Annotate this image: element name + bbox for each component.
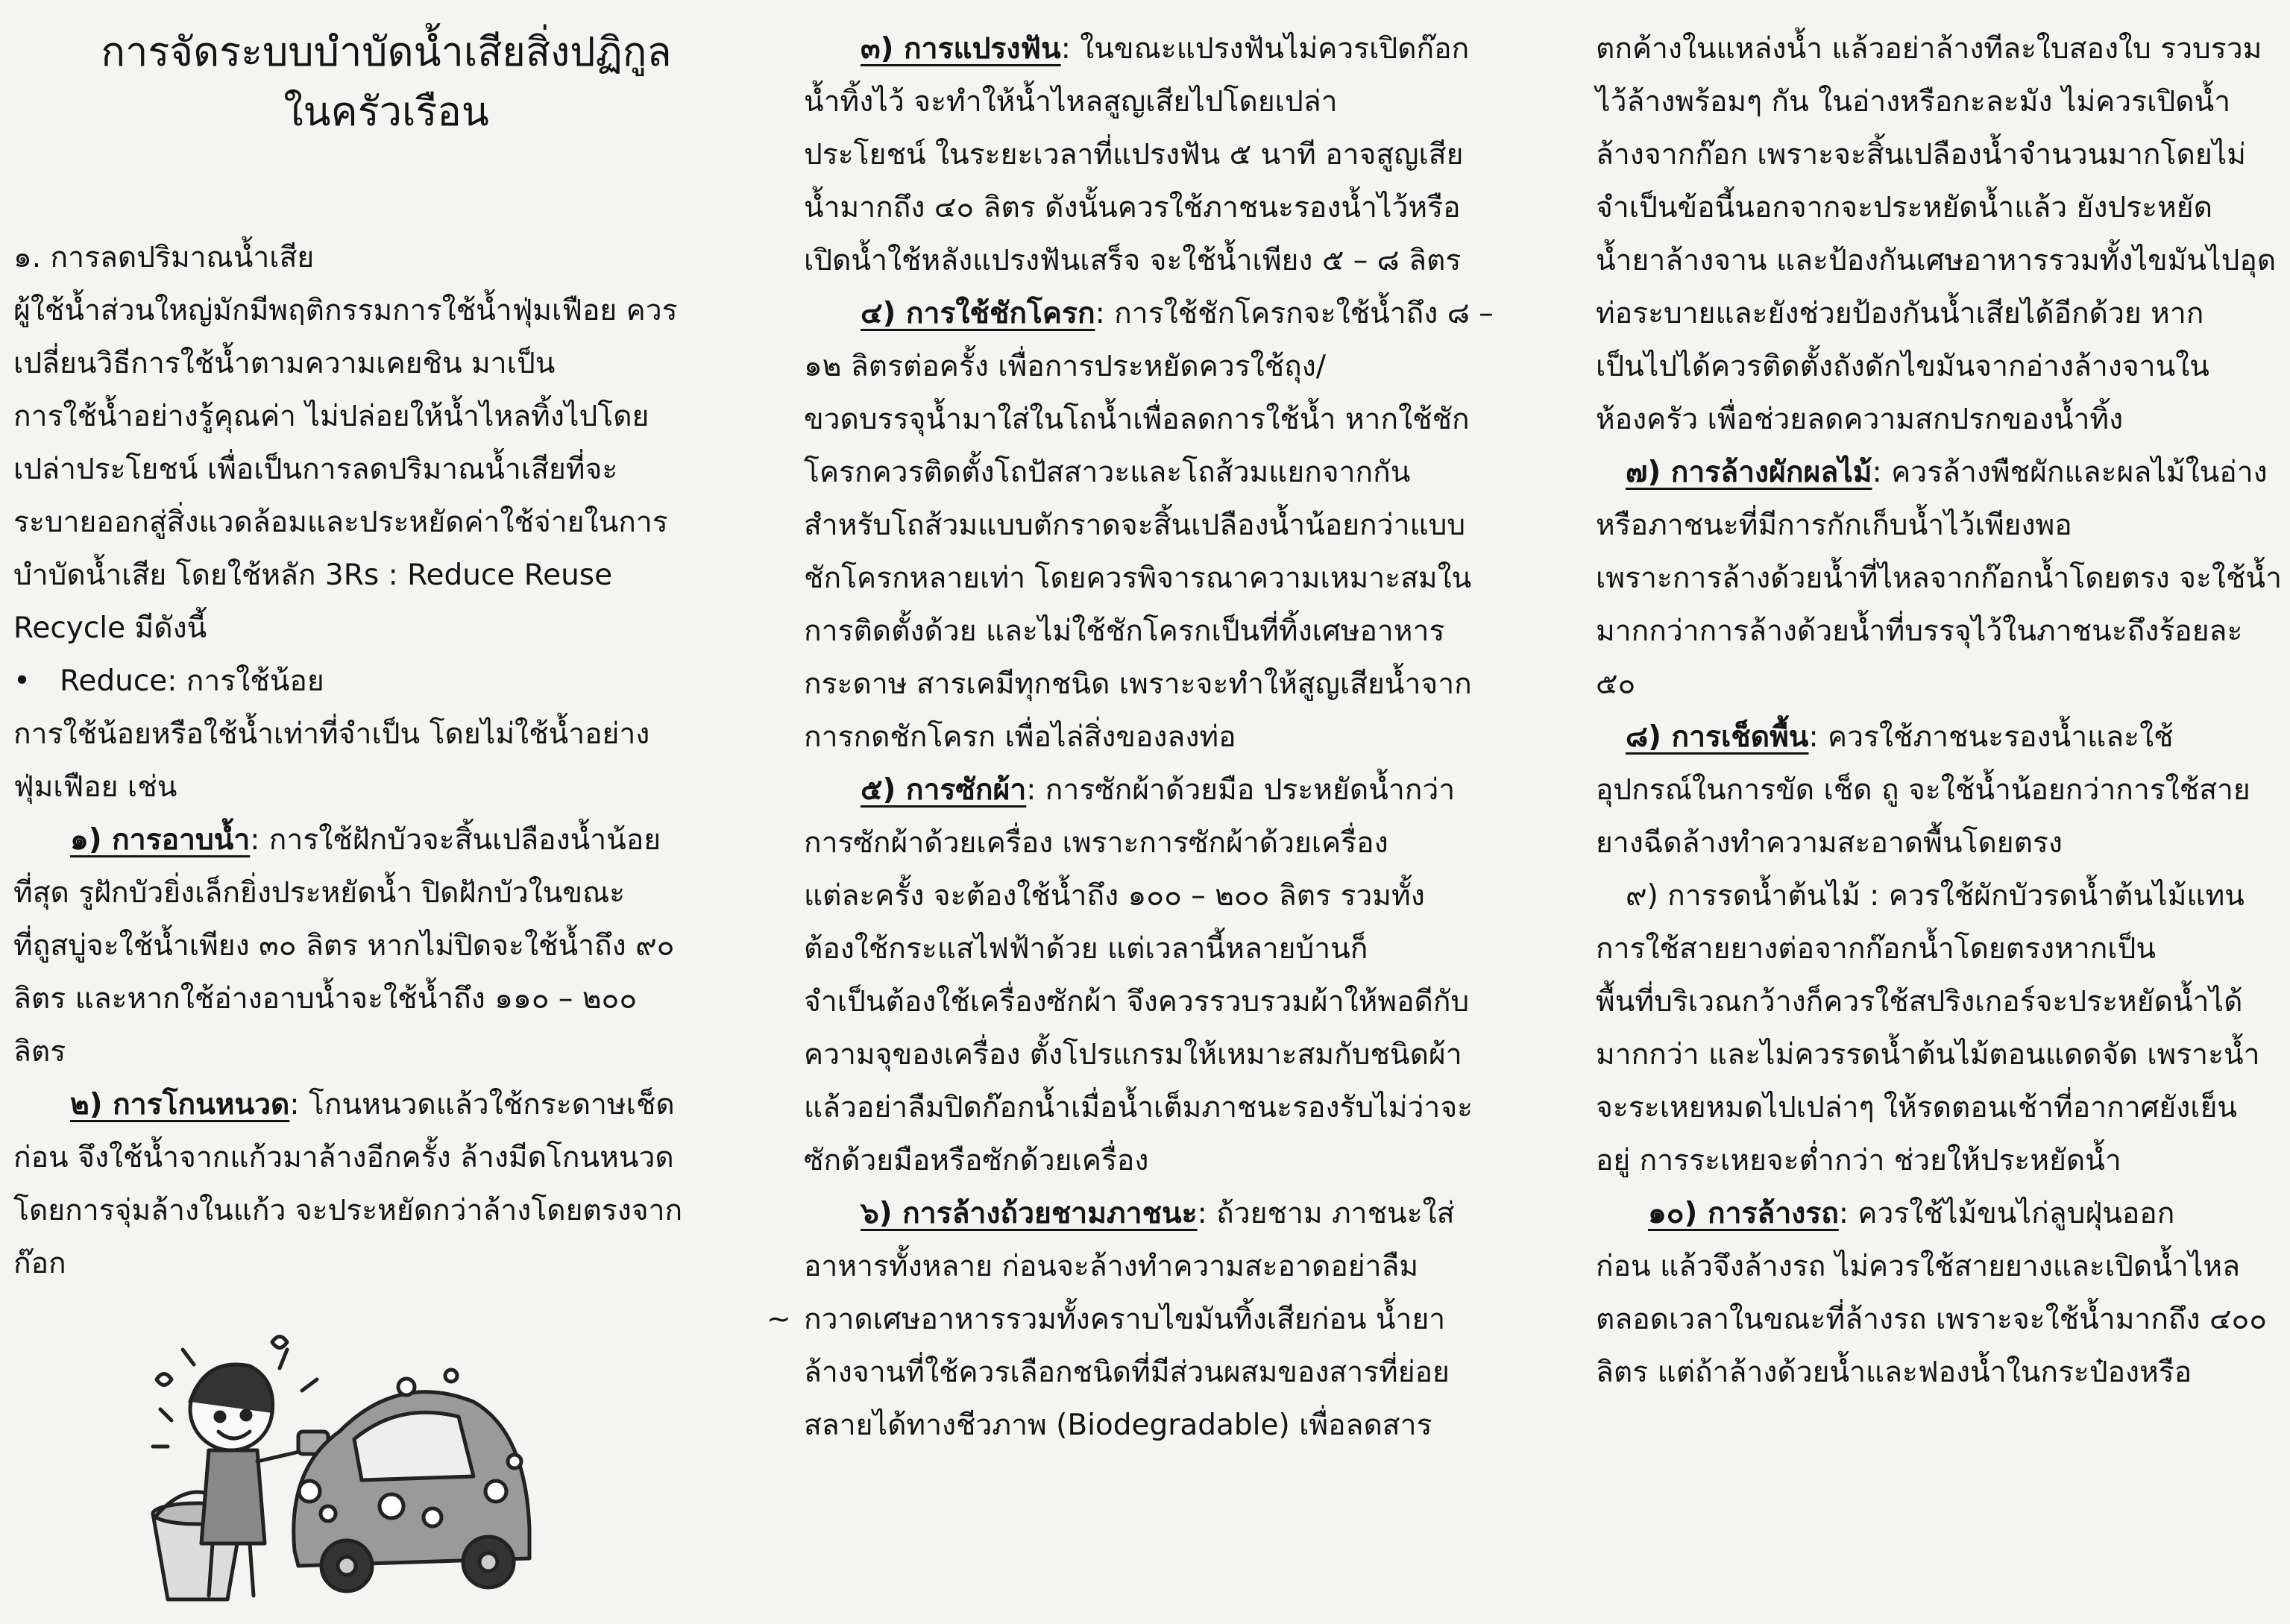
item-washing-vegetables bbox=[1596, 446, 2286, 499]
paragraph-line: โครกควรติดตั้งโถปัสสาวะและโถส้วมแยกจากกัน bbox=[804, 456, 1411, 489]
paragraph-line: ระบายออกสู่สิ่งแวดล้อมและประหยัดค่าใช้จ่ายในการ bbox=[13, 506, 668, 539]
item-heading: ๑) การอาบน้ำ bbox=[70, 823, 251, 857]
document-title-line-2: ในครัวเรือน bbox=[283, 88, 489, 135]
section-heading-reduce-wastewater: ๑. การลดปริมาณน้ำเสีย bbox=[13, 241, 315, 274]
paragraph-line: สลายได้ทางชีวภาพ (Biodegradable) เพื่อลดสาร bbox=[804, 1409, 1432, 1442]
paragraph-line: ล้างจานที่ใช้ควรเลือกชนิดที่มีส่วนผสมของสารที่ย่อย bbox=[804, 1356, 1450, 1389]
paragraph-line: ไว้ล้างพร้อมๆ กัน ในอ่างหรือกะละมัง ไม่ควรเปิดน้ำ bbox=[1596, 85, 2231, 119]
item-laundry bbox=[804, 764, 1512, 816]
paragraph-line: น้ำมากถึง ๔๐ ลิตร ดังนั้นควรใช้ภาชนะรองน้ำไว้หรือ bbox=[804, 191, 1461, 224]
paragraph-line: การติดตั้งด้วย และไม่ใช้ชักโครกเป็นที่ทิ้งเศษอาหาร bbox=[804, 614, 1445, 648]
paragraph-line: การใช้น้อยหรือใช้น้ำเท่าที่จำเป็น โดยไม่ใช้น้ำอย่าง bbox=[13, 717, 650, 751]
paragraph-line: การใช้สายยางต่อจากก๊อกน้ำโดยตรงหากเป็น bbox=[1596, 932, 2157, 966]
paragraph-line: น้ำยาล้างจาน และป้องกันเศษอาหารรวมทั้งไขมันไปอุด bbox=[1596, 244, 2277, 277]
paragraph-line: ฟุ่มเฟือย เช่น bbox=[13, 770, 177, 804]
item-brushing-teeth bbox=[804, 22, 1512, 75]
paragraph-line: มากกว่าการล้างด้วยน้ำที่บรรจุไว้ในภาชนะถึงร้อยละ bbox=[1596, 614, 2243, 648]
paragraph-line: เป็นไปได้ควรติดตั้งถังดักไขมันจากอ่างล้างจานใน bbox=[1596, 350, 2209, 383]
paragraph-line: ที่ถูสบู่จะใช้น้ำเพียง ๓๐ ลิตร หากไม่ปิดจะใช้น้ำถึง ๙๐ bbox=[13, 929, 675, 963]
paragraph-line: การซักผ้าด้วยเครื่อง เพราะการซักผ้าด้วยเครื่อง bbox=[804, 826, 1388, 860]
paragraph-line: เปิดน้ำใช้หลังแปรงฟันเสร็จ จะใช้น้ำเพียง ๕ – ๘ ลิตร bbox=[804, 244, 1462, 277]
paragraph-line: หรือภาชนะที่มีการกักเก็บน้ำไว้เพียงพอ bbox=[1596, 509, 2072, 542]
item-heading: ๘) การเช็ดพื้น bbox=[1626, 720, 1809, 754]
paragraph-line-text: กวาดเศษอาหารรวมทั้งคราบไขมันทิ้งเสียก่อน น้ำยา bbox=[804, 1303, 1446, 1336]
document-title-line-1: การจัดระบบบำบัดน้ำเสียสิ่งปฏิกูล bbox=[101, 28, 672, 75]
item-heading: ๔) การใช้ชักโครก bbox=[861, 297, 1095, 330]
paragraph-line: ที่สุด รูฝักบัวยิ่งเล็กยิ่งประหยัดน้ำ ปิดฝักบัวในขณะ bbox=[13, 876, 626, 910]
paragraph-line: ล้างจากก๊อก เพราะจะสิ้นเปลืองน้ำจำนวนมากโดยไม่ bbox=[1596, 138, 2246, 171]
paragraph-line: แต่ละครั้ง จะต้องใช้น้ำถึง ๑๐๐ – ๒๐๐ ลิตร รวมทั้ง bbox=[804, 879, 1425, 913]
paragraph-line: ๑๒ ลิตรต่อครั้ง เพื่อการประหยัดควรใช้ถุง/ bbox=[804, 350, 1326, 383]
car-washing-illustration bbox=[138, 1320, 541, 1611]
item-watering-plants: ๙) การรดน้ำต้นไม้ : ควรใช้ผักบัวรดน้ำต้นไม้แทน bbox=[1626, 879, 2245, 913]
paragraph-line: ขวดบรรจุน้ำมาใส่ในโถน้ำเพื่อลดการใช้น้ำ หากใช้ชัก bbox=[804, 403, 1470, 436]
item-text: : ในขณะแปรงฟันไม่ควรเปิดก๊อก bbox=[1060, 32, 1470, 66]
item-text: : ควรล้างพืชผักและผลไม้ในอ่าง bbox=[1872, 456, 2268, 489]
paragraph-line: แล้วอย่าลืมปิดก๊อกน้ำเมื่อน้ำเต็มภาชนะรองรับไม่ว่าจะ bbox=[804, 1091, 1473, 1124]
paragraph-line: มากกว่า และไม่ควรรดน้ำต้นไม้ตอนแดดจัด เพราะน้ำ bbox=[1596, 1038, 2260, 1071]
paragraph-line: การใช้น้ำอย่างรู้คุณค่า ไม่ปล่อยให้น้ำไหลทิ้งไปโดย bbox=[13, 400, 649, 433]
paragraph-line: พื้นที่บริเวณกว้างก็ควรใช้สปริงเกอร์จะประหยัดน้ำได้ bbox=[1596, 985, 2243, 1019]
paragraph-line: ห้องครัว เพื่อช่วยลดความสกปรกของน้ำทิ้ง bbox=[1596, 403, 2124, 436]
paragraph-line: ก๊อก bbox=[13, 1247, 66, 1280]
item-heading: ๖) การล้างถ้วยชามภาชนะ bbox=[861, 1197, 1198, 1230]
item-text: : ถ้วยชาม ภาชนะใส่ bbox=[1197, 1197, 1455, 1230]
item-heading: ๑๐) การล้างรถ bbox=[1648, 1197, 1839, 1230]
paragraph-line: การกดชักโครก เพื่อไล่สิ่งของลงท่อ bbox=[804, 720, 1236, 754]
paragraph-line: อยู่ การระเหยจะต่ำกว่า ช่วยให้ประหยัดน้ำ bbox=[1596, 1144, 2121, 1177]
bullet-text: Reduce: การใช้น้อย bbox=[60, 664, 324, 698]
paragraph-line: ท่อระบายและยังช่วยป้องกันน้ำเสียได้อีกด้วย หาก bbox=[1596, 297, 2204, 330]
paragraph-line: จำเป็นข้อนี้นอกจากจะประหยัดน้ำแล้ว ยังประหยัด bbox=[1596, 191, 2212, 224]
column-1 bbox=[13, 22, 759, 1290]
paragraph-line: ผู้ใช้น้ำส่วนใหญ่มักมีพฤติกรรมการใช้น้ำฟุ่มเฟือย ควร bbox=[13, 294, 678, 327]
item-heading: ๒) การโกนหนวด bbox=[70, 1088, 290, 1121]
item-heading: ๗) การล้างผักผลไม้ bbox=[1626, 456, 1872, 489]
item-toilet bbox=[804, 287, 1512, 340]
paragraph-line: ก่อน จึงใช้น้ำจากแก้วมาล้างอีกครั้ง ล้างมีดโกนหนวด bbox=[13, 1141, 674, 1174]
paragraph-line: บำบัดน้ำเสีย โดยใช้หลัก 3Rs : Reduce Reuse bbox=[13, 558, 613, 592]
paragraph-line: จำเป็นต้องใช้เครื่องซักผ้า จึงควรรวบรวมผ้าให้พอดีกับ bbox=[804, 985, 1470, 1019]
paragraph-line: อุปกรณ์ในการขัด เช็ด ถู จะใช้น้ำน้อยกว่าการใช้สาย bbox=[1596, 773, 2250, 807]
paragraph-line: เพราะการล้างด้วยน้ำที่ไหลจากก๊อกน้ำโดยตรง จะใช้น้ำ bbox=[1596, 561, 2282, 595]
paragraph-line: เปลี่ยนวิธีการใช้น้ำตามความเคยชิน มาเป็น bbox=[13, 347, 556, 380]
paragraph-line: ลิตร และหากใช้อ่างอาบน้ำจะใช้น้ำถึง ๑๑๐ – ๒๐๐ bbox=[13, 982, 638, 1016]
column-3 bbox=[1596, 22, 2286, 1399]
paragraph-line: โดยการจุ่มล้างในแก้ว จะประหยัดกว่าล้างโดยตรงจาก bbox=[13, 1194, 683, 1227]
item-text: : ควรใช้ไม้ขนไก่ลูบฝุ่นออก bbox=[1838, 1197, 2175, 1230]
paragraph-line: น้ำทิ้งไว้ จะทำให้น้ำไหลสูญเสียไปโดยเปล่า bbox=[804, 85, 1338, 119]
item-text: : ควรใช้ภาชนะรองน้ำและใช้ bbox=[1808, 720, 2174, 754]
bullet-reduce bbox=[13, 655, 759, 708]
column-2 bbox=[767, 22, 1512, 1452]
bullet-dot: • bbox=[13, 664, 31, 698]
paragraph-line bbox=[767, 1293, 1512, 1346]
paragraph-line: ประโยชน์ ในระยะเวลาที่แปรงฟัน ๕ นาที อาจสูญเสีย bbox=[804, 138, 1464, 171]
paragraph-line: ตลอดเวลาในขณะที่ล้างรถ เพราะจะใช้น้ำมากถึง ๔๐๐ bbox=[1596, 1303, 2268, 1336]
paragraph-line: เปล่าประโยชน์ เพื่อเป็นการลดปริมาณน้ำเสียที่จะ bbox=[13, 453, 618, 486]
paragraph-line: กระดาษ สารเคมีทุกชนิด เพราะจะทำให้สูญเสียน้ำจาก bbox=[804, 667, 1472, 701]
item-bathing bbox=[13, 813, 759, 866]
margin-tilde-mark: ~ bbox=[767, 1303, 791, 1336]
paragraph-line: สำหรับโถส้วมแบบตักราดจะสิ้นเปลืองน้ำน้อยกว่าแบบ bbox=[804, 509, 1466, 542]
paragraph-line: ๕๐ bbox=[1596, 667, 1636, 701]
item-heading: ๓) การแปรงฟัน bbox=[861, 32, 1061, 66]
paragraph-line: จะระเหยหมดไปเปล่าๆ ให้รดตอนเช้าที่อากาศยังเย็น bbox=[1596, 1091, 2238, 1124]
paragraph-line: ตกค้างในแหล่งน้ำ แล้วอย่าล้างทีละใบสองใบ รวบรวม bbox=[1596, 32, 2262, 66]
paragraph-line: ลิตร แต่ถ้าล้างด้วยน้ำและฟองน้ำในกระป๋องหรือ bbox=[1596, 1356, 2192, 1389]
item-dishwashing bbox=[804, 1187, 1512, 1240]
item-mopping-floor bbox=[1596, 711, 2286, 764]
paragraph-line: ลิตร bbox=[13, 1035, 66, 1068]
item-text: : โกนหนวดแล้วใช้กระดาษเช็ด bbox=[289, 1088, 675, 1121]
item-text: : การใช้ฝักบัวจะสิ้นเปลืองน้ำน้อย bbox=[250, 823, 661, 857]
item-text: : การซักผ้าด้วยมือ ประหยัดน้ำกว่า bbox=[1026, 773, 1456, 807]
paragraph-line: ยางฉีดล้างทำความสะอาดพื้นโดยตรง bbox=[1596, 826, 2063, 860]
paragraph-line: ชักโครกหลายเท่า โดยควรพิจารณาความเหมาะสมใน bbox=[804, 561, 1472, 595]
paragraph-line: ซักด้วยมือหรือซักด้วยเครื่อง bbox=[804, 1144, 1149, 1177]
paragraph-line: ก่อน แล้วจึงล้างรถ ไม่ควรใช้สายยางและเปิดน้ำไหล bbox=[1596, 1250, 2241, 1283]
paragraph-line: ต้องใช้กระแสไฟฟ้าด้วย แต่เวลานี้หลายบ้านก็ bbox=[804, 932, 1368, 966]
item-shaving bbox=[13, 1078, 759, 1131]
item-text: : การใช้ชักโครกจะใช้น้ำถึง ๘ – bbox=[1095, 297, 1494, 330]
paragraph-line: Recycle มีดังนี้ bbox=[13, 611, 207, 645]
paragraph-line: อาหารทั้งหลาย ก่อนจะล้างทำความสะอาดอย่าลืม bbox=[804, 1250, 1419, 1283]
item-heading: ๕) การซักผ้า bbox=[861, 773, 1027, 807]
item-car-washing bbox=[1596, 1187, 2286, 1240]
paragraph-line: ความจุของเครื่อง ตั้งโปรแกรมให้เหมาะสมกับชนิดผ้า bbox=[804, 1038, 1462, 1071]
